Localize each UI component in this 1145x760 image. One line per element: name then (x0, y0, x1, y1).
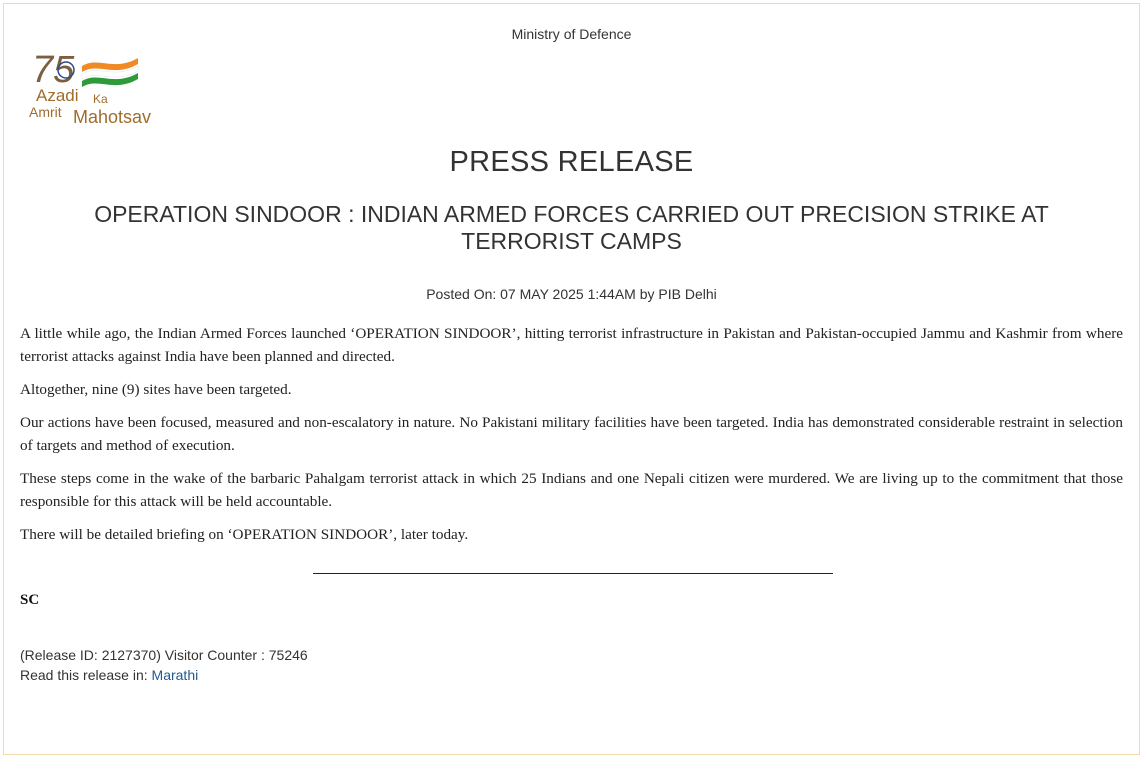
divider (313, 573, 833, 574)
headline: OPERATION SINDOOR : INDIAN ARMED FORCES CARRIED OUT PRECISION STRIKE AT TERRORIST CAMPS (94, 201, 1049, 254)
logo-number: 75 (32, 49, 75, 91)
paragraph: These steps come in the wake of the barbaric Pahalgam terrorist attack in which 25 Indians and one Nepali citizen were murdered. We are living up to the commitment that those responsible for this attack will be held accountable. (20, 470, 1123, 510)
paragraph: A little while ago, the Indian Armed Forces launched ‘OPERATION SINDOOR’, hitting terrorist infrastructure in Pakistan and Pakistan-occupied Jammu and Kashmir from where terrorist attacks against India have been planned and directed. (20, 325, 1123, 365)
press-release-frame (3, 3, 1140, 755)
release-id-counter: (Release ID: 2127370) Visitor Counter : 75246 (20, 647, 308, 663)
logo-amrit: Amrit (29, 104, 62, 120)
paragraph: Altogether, nine (9) sites have been targeted. (20, 381, 292, 398)
read-in-row (20, 665, 308, 685)
language-link-marathi[interactable]: Marathi (151, 667, 199, 683)
release-body (20, 322, 1123, 556)
logo-azadi: Azadi (36, 86, 79, 105)
paragraph: Our actions have been focused, measured and non-escalatory in nature. No Pakistani military facilities have been targeted. India has demonstrated considerable restraint in selection of targets and method of execution. (20, 414, 1123, 454)
release-footer (20, 645, 308, 685)
logo-graphic (26, 44, 176, 126)
page-title: PRESS RELEASE (449, 146, 694, 178)
read-in-label: Read this release in: (20, 667, 152, 683)
paragraph: There will be detailed briefing on ‘OPERATION SINDOOR’, later today. (20, 526, 469, 543)
ministry-name: Ministry of Defence (511, 26, 632, 42)
logo-mahotsav: Mahotsav (73, 107, 152, 126)
logo-ka: Ka (93, 92, 108, 106)
posted-info: Posted On: 07 MAY 2025 1:44AM by PIB Delhi (426, 286, 717, 302)
signoff-initials: SC (20, 592, 40, 608)
azadi-ka-amrit-mahotsav-logo (26, 44, 176, 126)
